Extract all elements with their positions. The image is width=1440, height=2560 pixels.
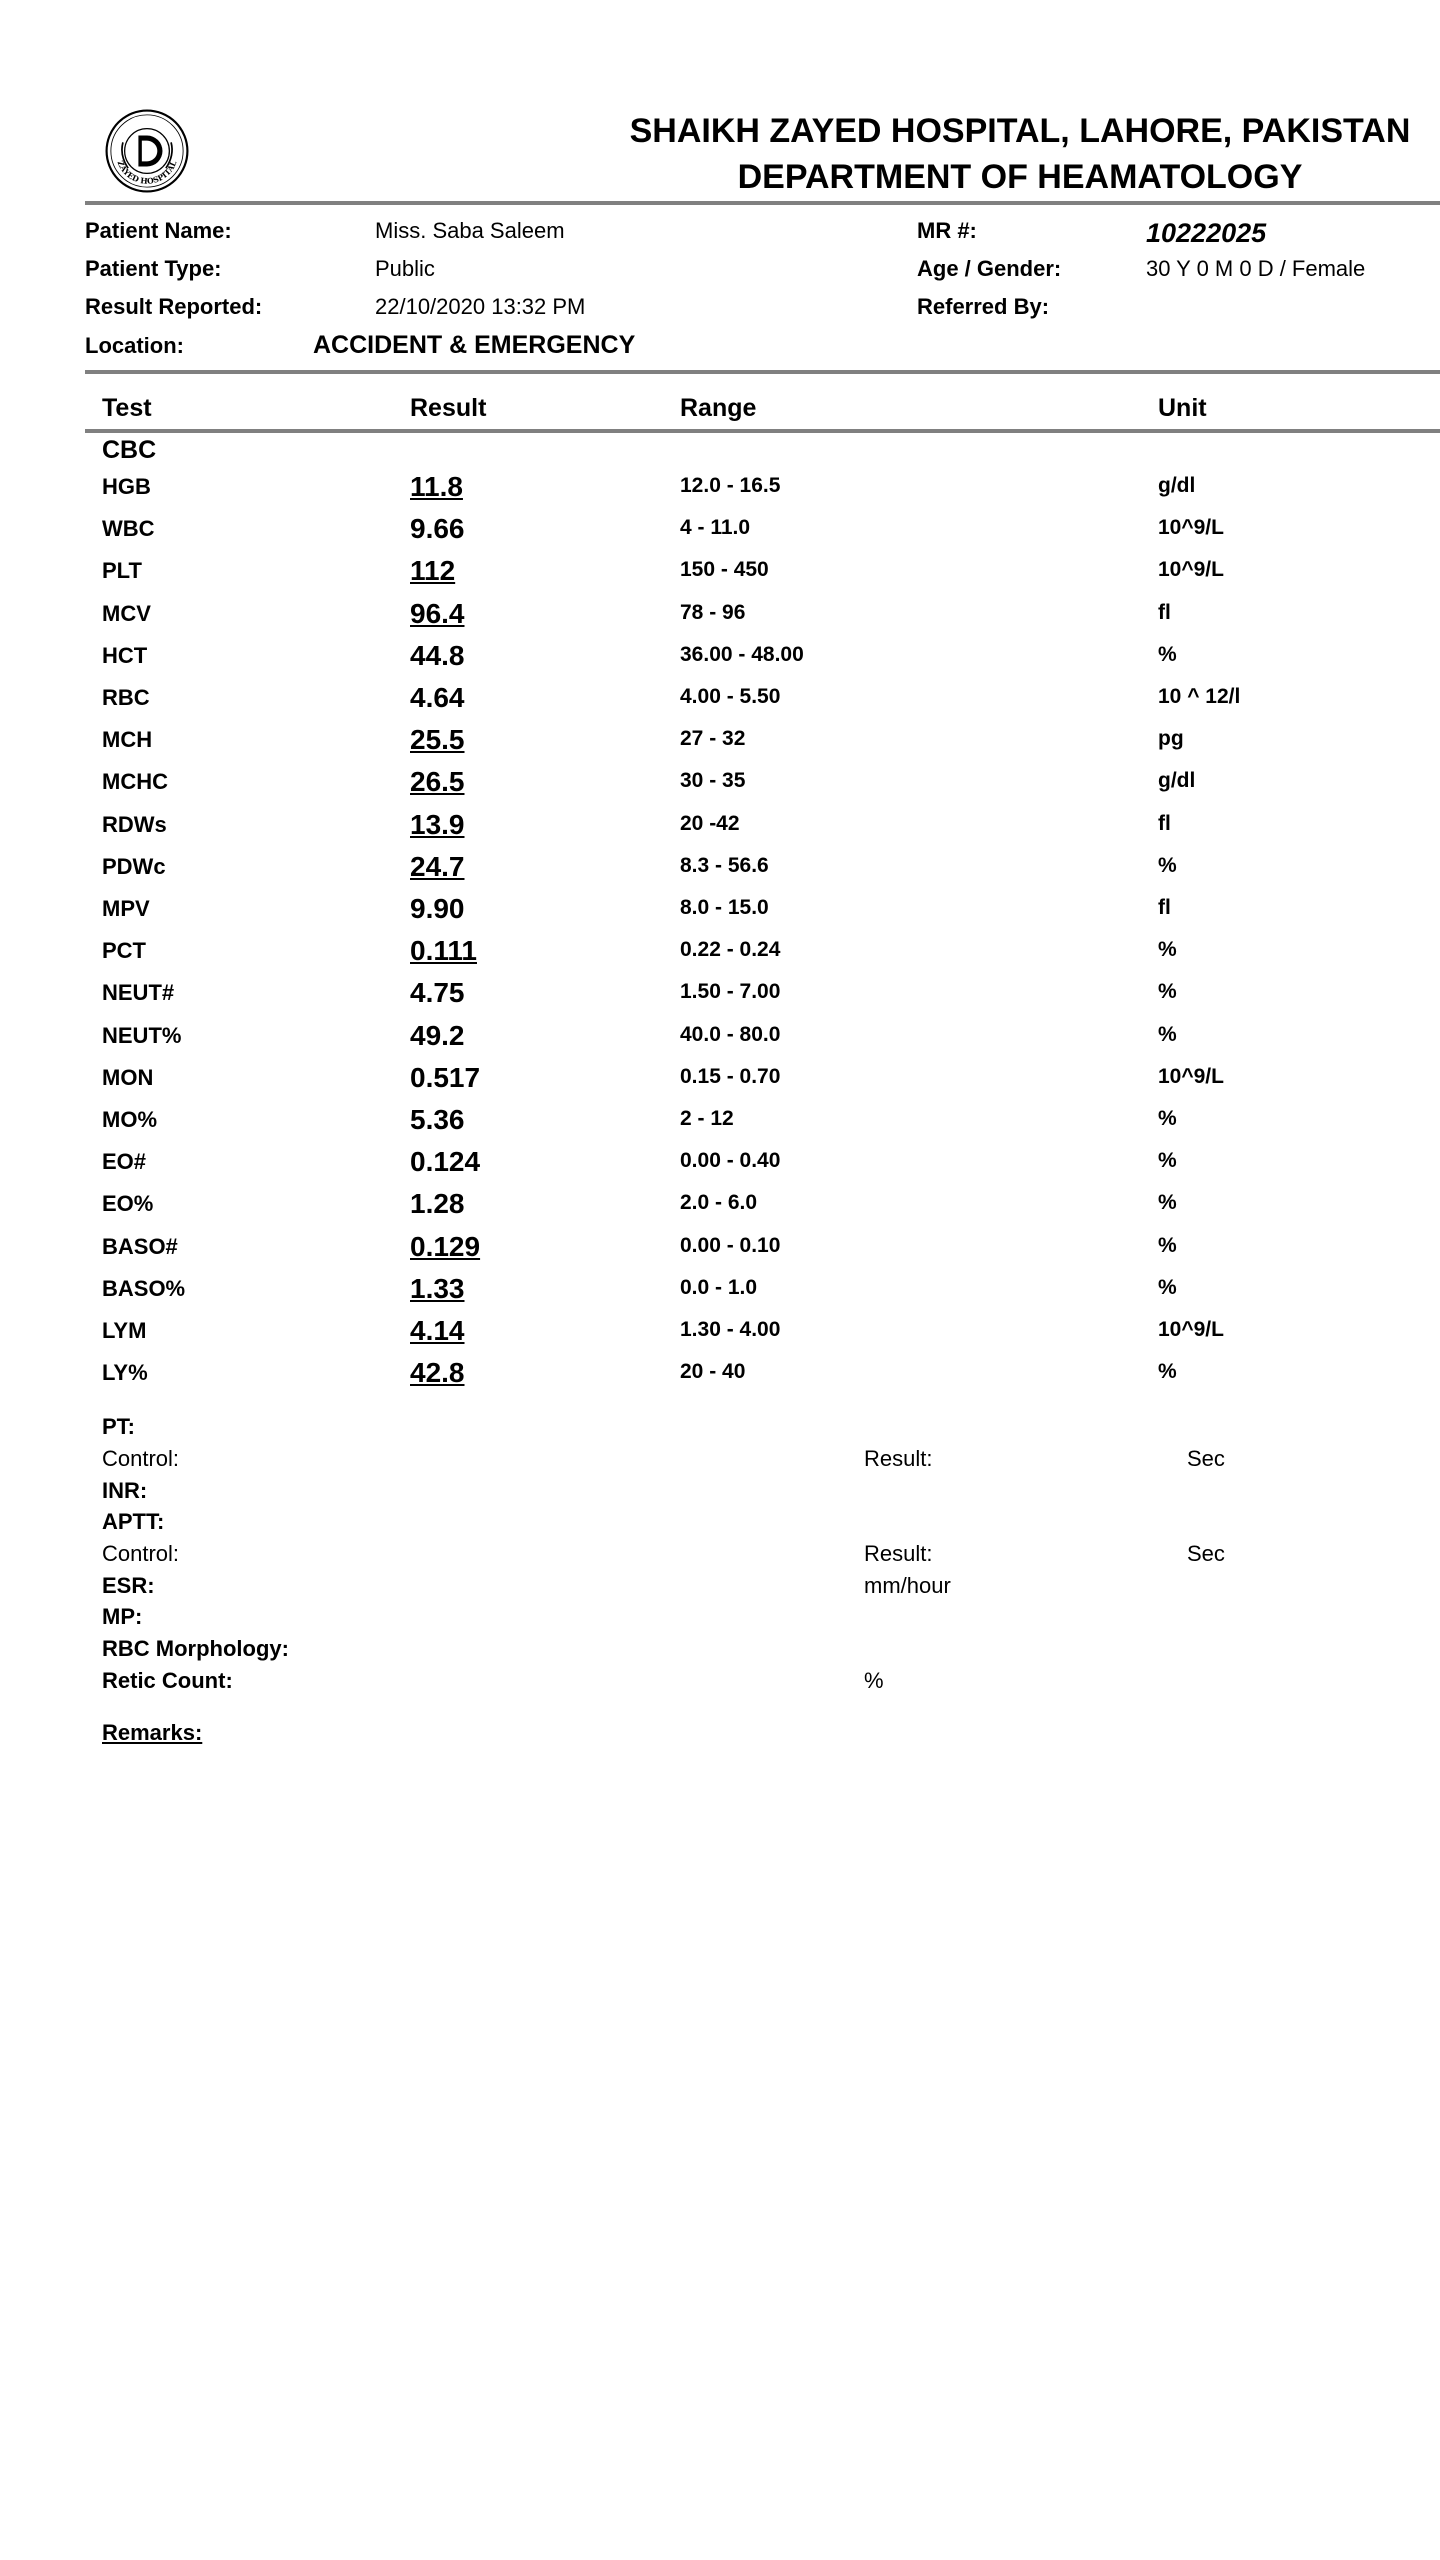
test-result-value: 44.8 <box>410 640 465 671</box>
test-result-value: 49.2 <box>410 1020 465 1051</box>
test-unit: fl <box>1158 896 1171 919</box>
test-name: MCV <box>102 601 151 626</box>
test-name: LYM <box>102 1318 147 1343</box>
test-result-value: 1.33 <box>410 1273 465 1304</box>
test-name: WBC <box>102 516 155 541</box>
patient-name-value: Miss. Saba Saleem <box>375 218 565 243</box>
section-title-cbc: CBC <box>102 436 157 464</box>
test-name: MCHC <box>102 769 168 794</box>
rbc-morphology-label: RBC Morphology: <box>102 1636 289 1661</box>
test-result-value: 26.5 <box>410 766 465 797</box>
test-name: EO% <box>102 1191 154 1216</box>
col-header-test: Test <box>102 394 152 422</box>
esr-label: ESR: <box>102 1573 155 1598</box>
esr-unit: mm/hour <box>864 1573 951 1598</box>
test-result-value: 5.36 <box>410 1104 465 1135</box>
test-unit: % <box>1158 1276 1177 1299</box>
test-unit: 10^9/L <box>1158 1318 1224 1341</box>
test-name: EO# <box>102 1149 147 1174</box>
test-result-value: 0.129 <box>410 1231 481 1262</box>
aptt-control-label: Control: <box>102 1541 180 1566</box>
test-unit: % <box>1158 1360 1177 1383</box>
result-reported-value: 22/10/2020 13:32 PM <box>375 294 586 319</box>
mr-value: 10222025 <box>1146 218 1267 248</box>
test-result-value: 112 <box>410 555 456 586</box>
test-reference-range: 4.00 - 5.50 <box>680 685 781 708</box>
test-result-value: 4.14 <box>410 1315 465 1346</box>
location-label: Location: <box>85 333 184 358</box>
test-reference-range: 20 - 40 <box>680 1360 746 1383</box>
test-name: BASO# <box>102 1234 178 1259</box>
mp-label: MP: <box>102 1604 143 1629</box>
aptt-label: APTT: <box>102 1509 165 1534</box>
test-name: RBC <box>102 685 150 710</box>
test-name: LY% <box>102 1360 148 1385</box>
test-reference-range: 12.0 - 16.5 <box>680 474 781 497</box>
aptt-unit: Sec <box>1187 1541 1225 1566</box>
test-reference-range: 150 - 450 <box>680 558 769 581</box>
test-result-value: 4.75 <box>410 977 465 1008</box>
referred-by-label: Referred By: <box>917 294 1050 319</box>
test-result-value: 9.90 <box>410 893 465 924</box>
patient-name-label: Patient Name: <box>85 218 232 243</box>
test-unit: % <box>1158 1191 1177 1214</box>
patient-type-value: Public <box>375 256 435 281</box>
test-result-value: 24.7 <box>410 851 465 882</box>
test-result-value: 96.4 <box>410 598 465 629</box>
test-reference-range: 8.0 - 15.0 <box>680 896 769 919</box>
test-reference-range: 0.00 - 0.10 <box>680 1234 781 1257</box>
test-reference-range: 0.00 - 0.40 <box>680 1149 781 1172</box>
test-result-value: 13.9 <box>410 809 465 840</box>
test-result-value: 11.8 <box>410 471 463 502</box>
test-result-value: 0.517 <box>410 1062 481 1093</box>
test-reference-range: 2.0 - 6.0 <box>680 1191 758 1214</box>
age-gender-label: Age / Gender: <box>917 256 1062 281</box>
test-name: HGB <box>102 474 151 499</box>
test-unit: g/dl <box>1158 474 1196 497</box>
test-unit: % <box>1158 854 1177 877</box>
test-unit: pg <box>1158 727 1184 750</box>
test-name: BASO% <box>102 1276 186 1301</box>
test-reference-range: 0.0 - 1.0 <box>680 1276 758 1299</box>
test-name: MPV <box>102 896 150 921</box>
test-name: MO% <box>102 1107 157 1132</box>
test-reference-range: 8.3 - 56.6 <box>680 854 769 877</box>
col-header-result: Result <box>410 394 487 422</box>
test-result-value: 25.5 <box>410 724 465 755</box>
department-name: DEPARTMENT OF HEAMATOLOGY <box>737 158 1303 196</box>
test-unit: % <box>1158 1149 1177 1172</box>
col-header-unit: Unit <box>1158 394 1207 422</box>
test-unit: 10 ^ 12/l <box>1158 685 1241 708</box>
pt-control-label: Control: <box>102 1446 180 1471</box>
hospital-name: SHAIKH ZAYED HOSPITAL, LAHORE, PAKISTAN <box>629 112 1411 150</box>
test-result-value: 1.28 <box>410 1188 465 1219</box>
test-unit: % <box>1158 980 1177 1003</box>
test-unit: 10^9/L <box>1158 1065 1224 1088</box>
test-result-value: 42.8 <box>410 1357 465 1388</box>
retic-count-unit: % <box>864 1668 884 1693</box>
test-reference-range: 4 - 11.0 <box>680 516 751 539</box>
age-gender-value: 30 Y 0 M 0 D / Female <box>1146 256 1366 281</box>
test-reference-range: 1.50 - 7.00 <box>680 980 781 1003</box>
info-divider <box>85 370 1440 374</box>
test-reference-range: 20 -42 <box>680 812 740 835</box>
header-divider <box>85 201 1440 205</box>
test-result-value: 4.64 <box>410 682 465 713</box>
pt-result-label: Result: <box>864 1446 933 1471</box>
result-reported-label: Result Reported: <box>85 294 263 319</box>
table-header-divider <box>85 429 1440 433</box>
test-unit: % <box>1158 1107 1177 1130</box>
test-name: MCH <box>102 727 153 752</box>
test-reference-range: 30 - 35 <box>680 769 746 792</box>
aptt-result-label: Result: <box>864 1541 933 1566</box>
inr-label: INR: <box>102 1478 148 1503</box>
test-name: HCT <box>102 643 148 668</box>
test-name: NEUT# <box>102 980 175 1005</box>
location-value: ACCIDENT & EMERGENCY <box>313 331 636 359</box>
test-unit: 10^9/L <box>1158 516 1224 539</box>
test-reference-range: 0.22 - 0.24 <box>680 938 781 961</box>
test-result-value: 0.111 <box>410 935 477 966</box>
test-unit: fl <box>1158 812 1171 835</box>
test-name: MON <box>102 1065 154 1090</box>
test-name: NEUT% <box>102 1023 182 1048</box>
test-reference-range: 27 - 32 <box>680 727 746 750</box>
pt-unit: Sec <box>1187 1446 1225 1471</box>
test-reference-range: 40.0 - 80.0 <box>680 1023 781 1046</box>
test-name: PDWc <box>102 854 166 879</box>
test-unit: % <box>1158 643 1177 666</box>
test-unit: 10^9/L <box>1158 558 1224 581</box>
test-reference-range: 78 - 96 <box>680 601 746 624</box>
test-name: PLT <box>102 558 142 583</box>
test-name: RDWs <box>102 812 167 837</box>
test-name: PCT <box>102 938 146 963</box>
test-unit: g/dl <box>1158 769 1196 792</box>
test-reference-range: 0.15 - 0.70 <box>680 1065 781 1088</box>
test-reference-range: 1.30 - 4.00 <box>680 1318 781 1341</box>
test-result-value: 9.66 <box>410 513 465 544</box>
test-reference-range: 2 - 12 <box>680 1107 734 1130</box>
test-unit: % <box>1158 1023 1177 1046</box>
test-result-value: 0.124 <box>410 1146 481 1177</box>
remarks-label: Remarks: <box>102 1720 203 1745</box>
mr-label: MR #: <box>917 218 977 243</box>
test-unit: % <box>1158 1234 1177 1257</box>
retic-count-label: Retic Count: <box>102 1668 233 1693</box>
pt-label: PT: <box>102 1414 135 1439</box>
col-header-range: Range <box>680 394 757 422</box>
test-reference-range: 36.00 - 48.00 <box>680 643 804 666</box>
test-unit: % <box>1158 938 1177 961</box>
svg-text:ZAYED HOSPITAL: ZAYED HOSPITAL <box>115 159 179 186</box>
hospital-seal-icon <box>104 108 190 194</box>
test-unit: fl <box>1158 601 1171 624</box>
patient-type-label: Patient Type: <box>85 256 222 281</box>
